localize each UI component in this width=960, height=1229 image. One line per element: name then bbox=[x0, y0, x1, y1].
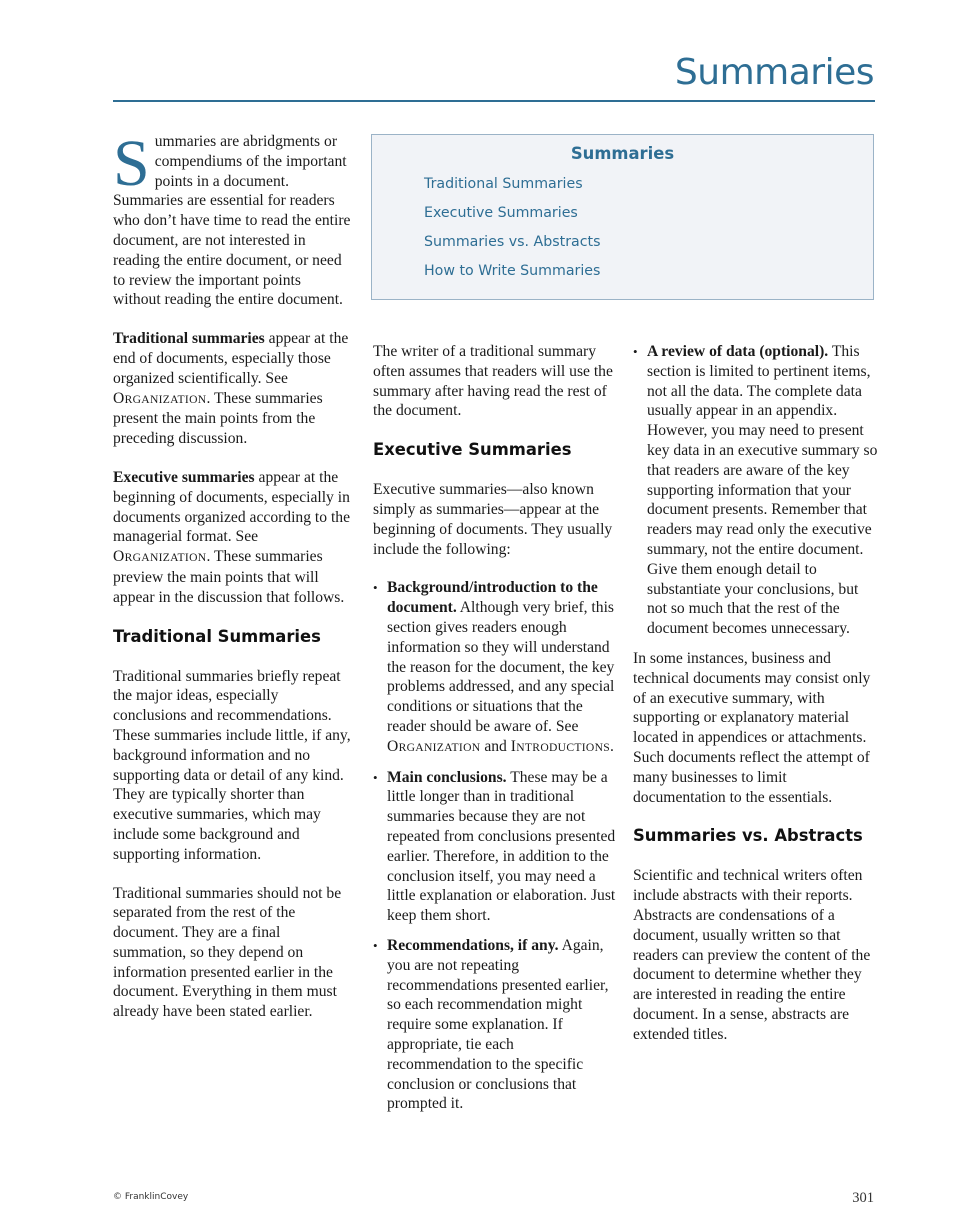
intro-text: ummaries are abridgments or compendiums of the important points in a document. Summaries are essential for readers who don’t have time to read the entire document, are not interested in reading the entire document, or need to review the important points without reading the entire document. bbox=[113, 133, 351, 309]
right-column bbox=[633, 342, 878, 1064]
contents-title: Summaries bbox=[570, 144, 675, 163]
bullet-lead: Recommendations, if any. bbox=[387, 936, 559, 954]
traditional-lead: Traditional summaries bbox=[113, 330, 265, 348]
heading-executive-summaries: Executive Summaries bbox=[373, 440, 572, 460]
bullet-lead: Main conclusions. bbox=[387, 768, 507, 786]
bullet-text: Again, you are not repeating recommendations presented earlier, so each recommendation might require some explanation. If appropriate, tie each recommendation to the specific conclusion or conclusions that prompted it. bbox=[387, 936, 609, 1113]
executive-text-b: . These summaries preview the main points that will appear in the discussion that follows. bbox=[113, 548, 345, 606]
introductions-reference[interactable]: INTRODUCTIONS bbox=[510, 737, 611, 755]
page-number: 301 bbox=[852, 1190, 874, 1206]
abstracts-paragraph: Scientific and technical writers often include abstracts with their reports. Abstracts are condensations of a document, usually written so that readers can preview the content of the document to determine whether they are interested in reading the entire document. In a sense, abstracts are extended titles. bbox=[633, 867, 871, 1043]
executive-text-a: appear at the beginning of documents, especially in documents organized according to the managerial format. See bbox=[113, 468, 351, 546]
contents-box bbox=[371, 134, 874, 300]
title-rule bbox=[113, 100, 875, 102]
executive-summary-list bbox=[373, 578, 618, 1114]
intro-paragraph bbox=[113, 127, 351, 310]
bullet-lead: A review of data (optional). bbox=[647, 343, 829, 360]
left-column bbox=[113, 127, 351, 1041]
drop-cap: S bbox=[113, 127, 150, 200]
list-item bbox=[373, 578, 618, 757]
toc-link-how-to-write-summaries[interactable]: How to Write Summaries bbox=[424, 263, 601, 279]
traditional-writer-paragraph: The writer of a traditional summary often assumes that readers will use the summary after having read the rest of the document. bbox=[373, 343, 613, 420]
executive-paragraph: Executive summaries—also known simply as summaries—appear at the beginning of documents. They usually include the following: bbox=[373, 481, 613, 558]
page-title: Summaries bbox=[674, 52, 874, 93]
heading-traditional-summaries: Traditional Summaries bbox=[113, 626, 321, 646]
executive-summary-list-continued bbox=[633, 342, 878, 639]
executive-intro-paragraph bbox=[113, 468, 351, 608]
toc-link-summaries-vs-abstracts[interactable]: Summaries vs. Abstracts bbox=[424, 234, 601, 250]
bullet-text: . bbox=[610, 737, 614, 755]
instances-paragraph: In some instances, business and technical documents may consist only of an executive summary, with supporting or explanatory material located in appendices or attachments. Such documents reflect the attempt of many businesses to limit documentation to the essentials. bbox=[633, 649, 871, 806]
bullet-text: and bbox=[480, 737, 511, 755]
traditional-text-a: appear at the end of documents, especially those organized scientifically. See bbox=[113, 330, 349, 387]
bullet-text: This section is limited to pertinent items, not all the data. The complete data usually appear in an appendix. However, you may need to present key data in an executive summary so that readers are aware of the key supporting information that your document presents. Remember that readers may read only the executive summary, not the entire document. Give them enough detail to substantiate your conclusions, but not so much that the rest of the document becomes unnecessary. bbox=[647, 343, 878, 638]
middle-column bbox=[373, 342, 618, 1124]
traditional-text-b: . These summaries present the main points from the preceding discussion. bbox=[113, 389, 323, 448]
traditional-paragraph-1: Traditional summaries briefly repeat the major ideas, especially conclusions and recommendations. These summaries include little, if any, background information and no supporting data or detail of any kind. They are typically shorter than executive summaries, which may include some background and supporting information. bbox=[113, 667, 351, 863]
organization-reference[interactable]: ORGANIZATION bbox=[387, 737, 481, 755]
list-item bbox=[373, 936, 618, 1114]
organization-reference[interactable]: ORGANIZATION bbox=[113, 389, 207, 407]
bullet-text: These may be a little longer than in traditional summaries because they are not repeated from conclusions presented earlier. Therefore, in addition to the conclusion itself, you may need a little explanation or elaboration. Just keep them short. bbox=[387, 768, 616, 925]
heading-summaries-vs-abstracts: Summaries vs. Abstracts bbox=[633, 826, 863, 846]
executive-lead: Executive summaries bbox=[113, 468, 255, 486]
organization-reference[interactable]: ORGANIZATION bbox=[113, 548, 207, 566]
bullet-text: Although very brief, this section gives readers enough information so they will understand the reason for the document, the key problems addressed, and any special conditions or situations that the reader should be aware of. See bbox=[387, 599, 615, 735]
copyright: © FranklinCovey bbox=[113, 1192, 189, 1202]
toc-link-executive-summaries[interactable]: Executive Summaries bbox=[424, 205, 578, 221]
toc-link-traditional-summaries[interactable]: Traditional Summaries bbox=[424, 176, 583, 192]
bullet-lead: Background/introduction to the document. bbox=[387, 579, 598, 617]
traditional-intro-paragraph bbox=[113, 329, 351, 449]
list-item bbox=[373, 768, 618, 926]
traditional-paragraph-2: Traditional summaries should not be separated from the rest of the document. They are a final summation, so they depend on information presented earlier in the document. Everything in them must already have been stated earlier. bbox=[113, 884, 342, 1021]
list-item bbox=[633, 342, 878, 639]
